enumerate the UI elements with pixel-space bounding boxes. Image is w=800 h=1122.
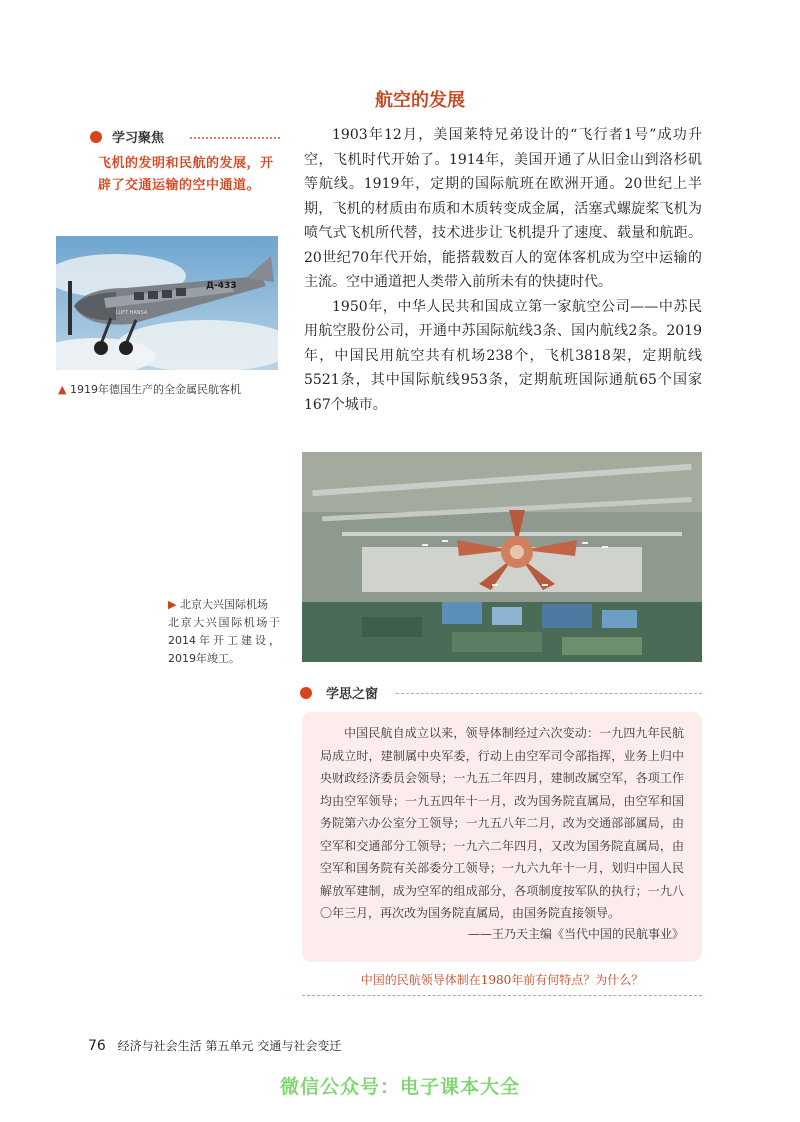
plane-caption-text: 1919年德国生产的全金属民航客机	[69, 383, 241, 396]
body-paragraph: 1903年12月，美国莱特兄弟设计的“飞行者1号”成功升空，飞机时代开始了。1914年，美国开通了从旧金山到洛杉矶等航线。1919年，定期的国际航班在欧洲开通。20世纪上半期，飞机的材质由布质和木质转变成金属，活塞式螺旋桨飞机为喷气式飞机所代替，技术进步让飞机提升了速度、载量和航距。20世纪70年代开始，能搭载数百人的宽体客机成为空中运输的主流。空中通道把人类带入前所未有的快捷时代。	[304, 127, 702, 290]
learning-focus-label: 学习聚焦	[112, 131, 165, 146]
airport-photo	[302, 452, 702, 662]
caption-arrow-icon: ▶	[168, 598, 177, 611]
plane-caption	[58, 381, 241, 397]
learning-focus-text: 飞机的发明和民航的发展，开辟了交通运输的空中通道。	[98, 156, 274, 193]
plane-photo	[56, 236, 278, 370]
quote-text: 中国民航自成立以来，领导体制经过六次变动：一九四九年民航局成立时，建制属中央军委，行动上由空军司令部指挥，业务上归中央财政经济委员会领导；一九五二年四月，建制改属空军，各项工作均由空军领导；一九五四年十一月，改为国务院直属局，由空军和国务院第六办公室分工领导；一九五八年二月，改为交通部部属局，由空军和交通部分工领导；一九六二年四月，又改为国务院直属局，由空军和国务院有关部委分工领导；一九六九年十一月，划归中国人民解放军建制，成为空军的组成部分，各项制度按军队的执行；一九八〇年三月，再次改为国务院直属局，由国务院直接领导。	[320, 726, 684, 920]
footer-book: 经济与社会生活	[117, 1039, 202, 1053]
page-number: 76	[88, 1038, 106, 1054]
plane-side-text: LUFT HANSA	[116, 310, 148, 316]
caption-triangle-icon: ▲	[58, 383, 67, 396]
airport-caption	[168, 596, 280, 668]
footer-unit-title: 交通与社会变迁	[257, 1039, 342, 1053]
thinking-window-header	[300, 682, 702, 704]
body-paragraph: 1950年，中华人民共和国成立第一家航空公司——中苏民用航空股份公司，开通中苏国际航线3条、国内航线2条。2019年，中国民用航空共有机场238个，飞机3818架，定期航线5521条，其中国际航线953条，定期航班国际通航65个国家167个城市。	[304, 298, 702, 413]
footer-unit: 第五单元	[205, 1039, 254, 1053]
bullet-dot-icon	[300, 687, 312, 699]
section-title: 航空的发展	[375, 90, 465, 111]
thinking-window-label: 学思之窗	[326, 687, 379, 702]
discussion-question: 中国的民航领导体制在1980年前有何特点？为什么？	[360, 973, 644, 987]
page-footer	[88, 1037, 341, 1054]
bullet-dot-icon	[90, 131, 102, 143]
dashed-divider	[396, 693, 702, 694]
quote-box	[302, 712, 702, 962]
airport-caption-text: 北京大兴国际机场于2014年开工建设，2019年竣工。	[168, 616, 280, 665]
main-body-text	[304, 123, 702, 417]
plane-tail-mark: Д-433	[206, 281, 237, 291]
bottom-dashed-divider	[302, 995, 702, 996]
airport-caption-title: 北京大兴国际机场	[179, 598, 268, 611]
dotted-divider	[190, 137, 280, 139]
watermark-text: 微信公众号：电子课本大全	[279, 1076, 520, 1098]
learning-focus-header	[90, 126, 280, 148]
quote-source: ——王乃天主编《当代中国的民航事业》	[467, 926, 684, 941]
